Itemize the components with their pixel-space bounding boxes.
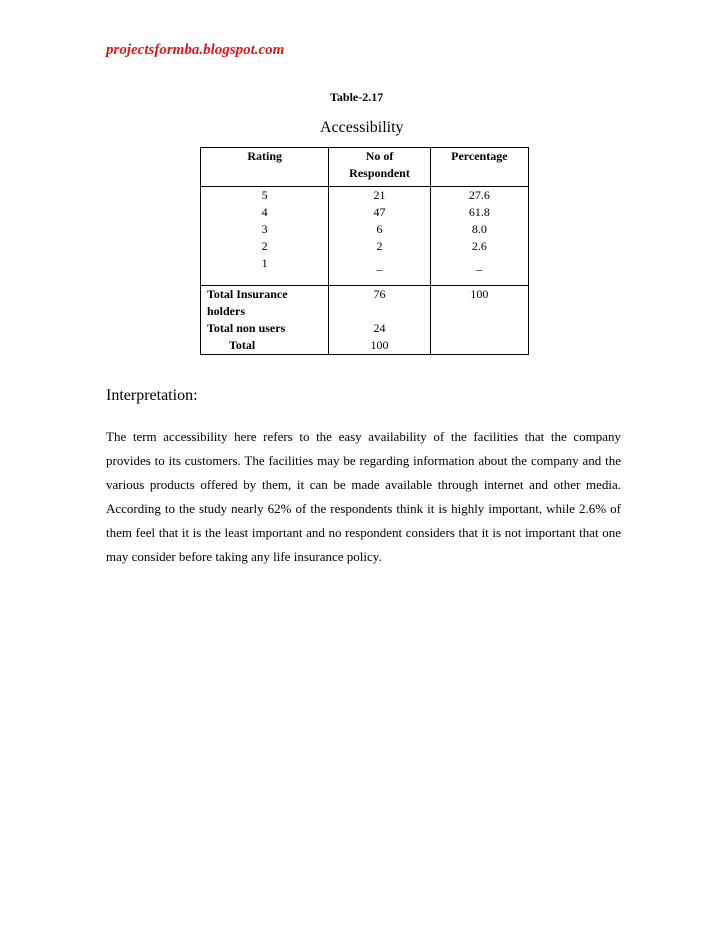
- header-rating: Rating: [201, 148, 329, 187]
- totals-respondents: 76 24 100: [329, 286, 430, 355]
- totals-labels: Total Insurance holders Total non users Total: [201, 286, 329, 355]
- table-values-row: [201, 187, 529, 286]
- accessibility-table: [200, 147, 529, 355]
- site-header-link[interactable]: projectsformba.blogspot.com: [106, 42, 285, 58]
- interpretation-heading: Interpretation:: [106, 387, 198, 404]
- interpretation-paragraph: The term accessibility here refers to the easy availability of the facilities that the company provides to its customers. The facilities may be regarding information about the company and the various products offered by them, it can be made available through internet and other media. According to the study nearly 62% of the respondents think it is highly important, while 2.6% of them feel that it is the least important and no respondent considers that it is not important that one may consider before taking any life insurance policy.: [106, 429, 621, 564]
- respondent-values: 21 47 6 2 _: [329, 187, 430, 286]
- rating-values: 5 4 3 2 1: [201, 187, 329, 286]
- totals-percentages: 100: [430, 286, 528, 355]
- header-percentage: Percentage: [430, 148, 528, 187]
- table-totals-row: [201, 286, 529, 355]
- percentage-values: 27.6 61.8 8.0 2.6 _: [430, 187, 528, 286]
- table-number-text: Table-2.17: [330, 90, 384, 104]
- header-respondents: No of Respondent: [329, 148, 430, 187]
- table-header-row: [201, 148, 529, 187]
- table-title: Accessibility: [320, 119, 404, 136]
